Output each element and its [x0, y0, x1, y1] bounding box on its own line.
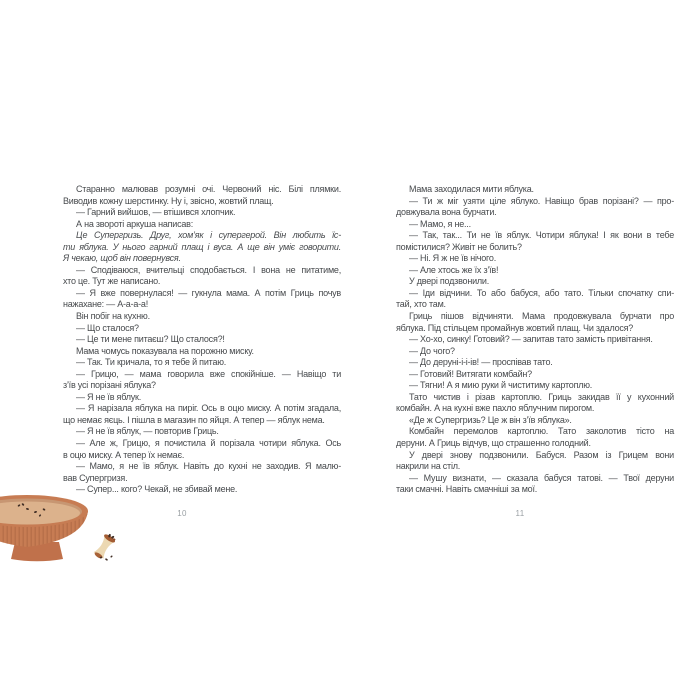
text-line: — До деруні-і-і-ів! — проспівав тато.	[409, 357, 553, 368]
text-line: — Хо-хо, синку! Готовий? — запитав тато замість привітання.	[409, 334, 653, 345]
text-line: — Я нарізала яблука на пиріг. Ось в оцю миску. А потім згадала,	[76, 403, 341, 414]
text-line: помістилися? Живіт не болить?	[396, 241, 522, 252]
text-line: — Але ж, Грицю, я почистила й порізала чотири яблука. Ось	[76, 438, 341, 449]
page-left-text	[63, 184, 341, 496]
text-line: Тато чистив і різав картоплю. Гриць закидав її у кухонний	[409, 391, 674, 402]
text-line: — Я не їв яблук.	[76, 391, 142, 402]
text-line: — Супер... кого? Чекай, не збивай мене.	[76, 484, 238, 495]
text-line: Виводив кожну шерстинку. Ну і, звісно, жовтий плащ.	[63, 195, 274, 206]
text-line: нажахане: — А-а-а-а!	[63, 299, 148, 310]
text-line: що немає яєць. І пішла в магазин по яйця. А тепер — яблук нема.	[63, 414, 325, 425]
bowl-and-apple-core-illustration	[0, 490, 160, 568]
text-line: — Що сталося?	[76, 322, 139, 333]
text-line: Це Супергризь. Друг, хом’як і супергерой. Він любить їс-	[76, 230, 341, 241]
text-line: тай, хто там.	[396, 299, 446, 310]
text-line: Мама заходилася мити яблука.	[409, 184, 534, 194]
text-line: — Сподіваюся, вчительці сподобається. І вона не питатиме,	[76, 264, 341, 275]
text-line: ти яблука. У нього гарний плащ і вуса. А ще він уміє говорити.	[63, 241, 341, 252]
text-line: таки смачні. Навіть смачніші за мої.	[396, 484, 538, 495]
text-line: Комбайн перемолов картоплю. Тато заколотив тісто на	[409, 426, 674, 437]
text-line: Він побіг на кухню.	[76, 311, 150, 322]
text-line: — Мушу визнати, — сказала бабуся татові. — Твої деруни	[409, 472, 674, 483]
text-line: накрили на стіл.	[396, 461, 461, 472]
text-line: — Іди відчини. То або бабуся, або тато. Тільки спочатку спи-	[409, 287, 674, 298]
text-line: — Так. Ти кричала, то я тебе й питаю.	[76, 357, 227, 368]
text-line: — Грицю, — мама говорила вже спокійніше. — Навіщо ти	[76, 368, 341, 379]
page-number-left: 10	[177, 509, 187, 518]
text-line: А на звороті аркуша написав:	[76, 218, 194, 229]
apple-core	[92, 531, 117, 561]
text-line: — Я вже повернулася! — гукнула мама. А потім Гриць почув	[76, 287, 341, 298]
text-line: довжувала вона бурчати.	[396, 207, 497, 218]
text-line: У двері подзвонили.	[409, 276, 490, 287]
text-line: «Де ж Супергризь? Це ж він з’їв яблука».	[409, 414, 572, 425]
text-line: — До чого?	[409, 345, 455, 356]
text-line: — Я не їв яблук, — повторив Гриць.	[76, 426, 219, 437]
text-line: комбайн. А на кухні вже пахло яблучним пирогом.	[396, 403, 595, 414]
text-line: вав Супергризя.	[63, 472, 128, 483]
text-line: — Тягни! А я мию руки й чиститиму картоплю.	[409, 380, 593, 391]
text-line: хто це. Тут же написано.	[63, 276, 161, 287]
text-line: — Так, так... Ти не їв яблук. Чотири яблука! І як вони в тебе	[409, 230, 674, 241]
text-line: Я чекаю, щоб він повернувся.	[63, 253, 181, 264]
text-line: — Ти ж міг узяти ціле яблуко. Навіщо брав порізані? — про-	[409, 195, 674, 206]
text-line: — Мамо, я не їв яблук. Навіть до кухні не заходив. Я малю-	[76, 461, 341, 472]
text-line: У двері знову подзвонили. Бабуся. Разом із Грицем вони	[409, 449, 674, 460]
text-line: — Готовий! Витягати комбайн?	[409, 368, 532, 379]
page-right-text	[396, 184, 674, 496]
text-line: яблука. Під стільцем промайнув жовтий плащ. Чи здалося?	[396, 322, 634, 333]
text-line: в оцю миску. А тепер їх немає.	[63, 449, 185, 460]
text-line: — Мамо, я не...	[409, 218, 471, 229]
text-line: деруни. А Гриць відчув, що страшенно голодний.	[396, 438, 591, 449]
text-line: — Це ти мене питаєш? Що сталося?!	[76, 334, 225, 345]
text-line: — Але хтось же їх з’їв!	[409, 264, 499, 275]
page-number-right: 11	[515, 509, 525, 518]
text-line: Гриць пішов відчиняти. Мама продовжувала бурчати про	[409, 311, 674, 322]
text-line: — Гарний вийшов, — втішився хлопчик.	[76, 207, 236, 218]
text-line: — Ні. Я ж не їв нічого.	[409, 253, 496, 264]
text-line: з’їв усі порізані яблука?	[63, 380, 156, 391]
text-line: Мама чомусь показувала на порожню миску.	[76, 345, 254, 356]
text-line: Старанно малював розумні очі. Червоний ніс. Білі плямки.	[76, 184, 341, 194]
clay-bowl	[0, 495, 88, 561]
